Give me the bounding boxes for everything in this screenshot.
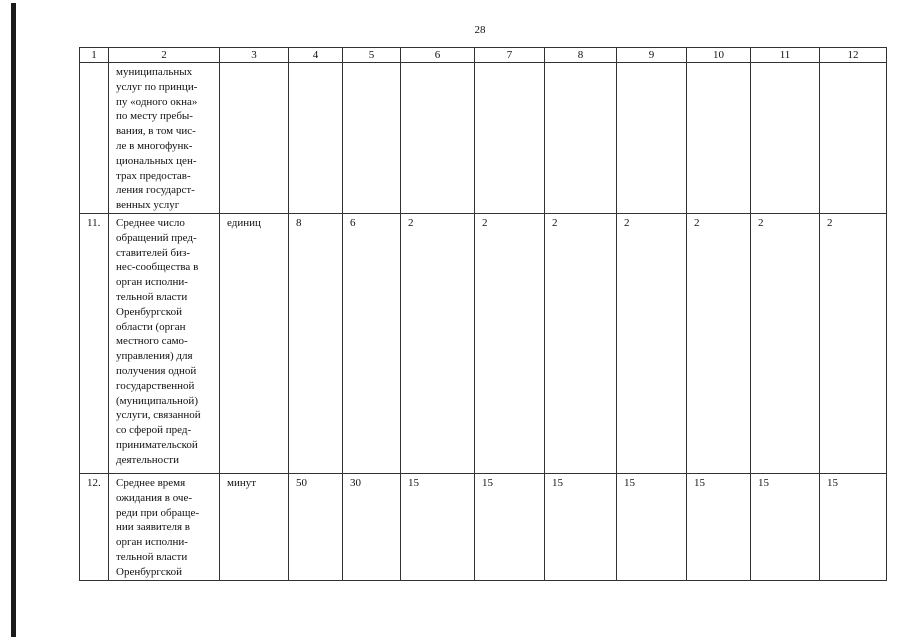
row-number: 12. xyxy=(80,474,109,581)
value-cell xyxy=(475,63,545,214)
table-row xyxy=(80,63,887,214)
value-cell xyxy=(545,63,617,214)
table-header-row xyxy=(80,48,887,63)
value-cell xyxy=(343,63,401,214)
value-cell: 2 xyxy=(401,214,475,474)
value-cell xyxy=(751,63,820,214)
unit-cell: минут xyxy=(220,474,289,581)
value-cell: 15 xyxy=(401,474,475,581)
value-cell: 30 xyxy=(343,474,401,581)
column-header: 3 xyxy=(220,48,289,63)
value-cell: 8 xyxy=(289,214,343,474)
value-cell: 15 xyxy=(617,474,687,581)
value-cell: 15 xyxy=(687,474,751,581)
row-number: 11. xyxy=(80,214,109,474)
value-cell: 15 xyxy=(820,474,887,581)
column-header: 2 xyxy=(109,48,220,63)
value-cell: 50 xyxy=(289,474,343,581)
scan-margin-bar xyxy=(11,3,16,637)
indicator-name: муниципальных услуг по принци- пу «одного окна» по месту пребы- вания, в том чис- ле в многофунк- циональных цен- трах предостав- ления государст- венных услуг xyxy=(109,63,220,214)
indicators-table xyxy=(79,47,887,581)
value-cell: 2 xyxy=(687,214,751,474)
value-cell: 2 xyxy=(617,214,687,474)
column-header: 1 xyxy=(80,48,109,63)
table-row xyxy=(80,214,887,474)
value-cell: 2 xyxy=(475,214,545,474)
value-cell xyxy=(401,63,475,214)
column-header: 5 xyxy=(343,48,401,63)
column-header: 10 xyxy=(687,48,751,63)
column-header: 11 xyxy=(751,48,820,63)
value-cell xyxy=(820,63,887,214)
value-cell: 2 xyxy=(545,214,617,474)
value-cell xyxy=(687,63,751,214)
column-header: 12 xyxy=(820,48,887,63)
value-cell: 15 xyxy=(545,474,617,581)
value-cell: 2 xyxy=(820,214,887,474)
table-row xyxy=(80,474,887,581)
indicator-name: Среднее время ожидания в оче- реди при обраще- нии заявителя в орган исполни- тельной власти Оренбургской xyxy=(109,474,220,581)
unit-cell: единиц xyxy=(220,214,289,474)
column-header: 8 xyxy=(545,48,617,63)
row-number xyxy=(80,63,109,214)
indicator-name: Среднее число обращений пред- ставителей биз- нес-сообщества в орган исполни- тельной власти Оренбургской области (орган местного само- управления) для получения одной государственной (муниципальной) услуги, связанной со сферой пред- принимательской деятельности xyxy=(109,214,220,474)
unit-cell xyxy=(220,63,289,214)
column-header: 4 xyxy=(289,48,343,63)
page-number: 28 xyxy=(474,24,486,36)
value-cell: 6 xyxy=(343,214,401,474)
value-cell: 15 xyxy=(751,474,820,581)
column-header: 6 xyxy=(401,48,475,63)
column-header: 7 xyxy=(475,48,545,63)
value-cell xyxy=(617,63,687,214)
column-header: 9 xyxy=(617,48,687,63)
value-cell: 2 xyxy=(751,214,820,474)
value-cell xyxy=(289,63,343,214)
value-cell: 15 xyxy=(475,474,545,581)
